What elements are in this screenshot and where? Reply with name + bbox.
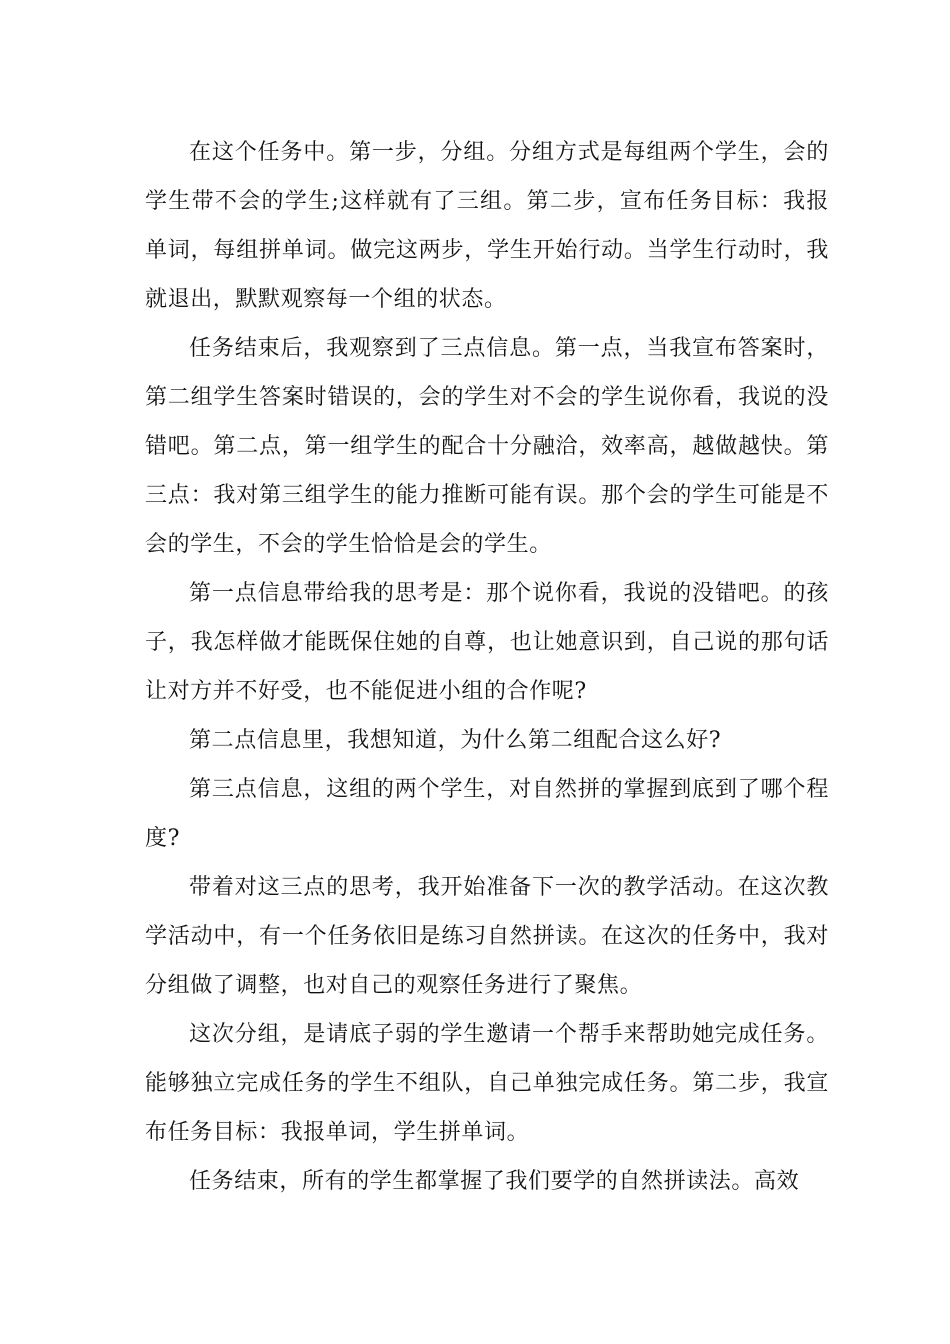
paragraph-3: 第一点信息带给我的思考是：那个说你看，我说的没错吧。的孩子，我怎样做才能既保住她的自尊，也让她意识到，自己说的那句话让对方并不好受，也不能促进小组的合作呢?	[145, 581, 829, 704]
paragraph-8: 任务结束，所有的学生都掌握了我们要学的自然拼读法。高效	[189, 1169, 800, 1194]
paragraph-2: 任务结束后，我观察到了三点信息。第一点，当我宣布答案时，第二组学生答案时错误的，会的学生对不会的学生说你看，我说的没错吧。第二点，第一组学生的配合十分融洽，效率高，越做越快。第三点：我对第三组学生的能力推断可能有误。那个会的学生可能是不会的学生，不会的学生恰恰是会的学生。	[145, 336, 829, 557]
paragraph-7: 这次分组，是请底子弱的学生邀请一个帮手来帮助她完成任务。能够独立完成任务的学生不组队，自己单独完成任务。第二步，我宣布任务目标：我报单词，学生拼单词。	[145, 1022, 829, 1145]
document-body	[145, 128, 829, 1206]
paragraph-4: 第二点信息里，我想知道，为什么第二组配合这么好?	[189, 728, 722, 753]
paragraph-6: 带着对这三点的思考，我开始准备下一次的教学活动。在这次教学活动中，有一个任务依旧是练习自然拼读。在这次的任务中，我对分组做了调整，也对自己的观察任务进行了聚焦。	[145, 875, 829, 998]
paragraph-5: 第三点信息，这组的两个学生，对自然拼的掌握到底到了哪个程度?	[145, 777, 829, 851]
paragraph-1: 在这个任务中。第一步，分组。分组方式是每组两个学生，会的学生带不会的学生;这样就有了三组。第二步，宣布任务目标：我报单词，每组拼单词。做完这两步，学生开始行动。当学生行动时，我就退出，默默观察每一个组的状态。	[145, 140, 829, 312]
